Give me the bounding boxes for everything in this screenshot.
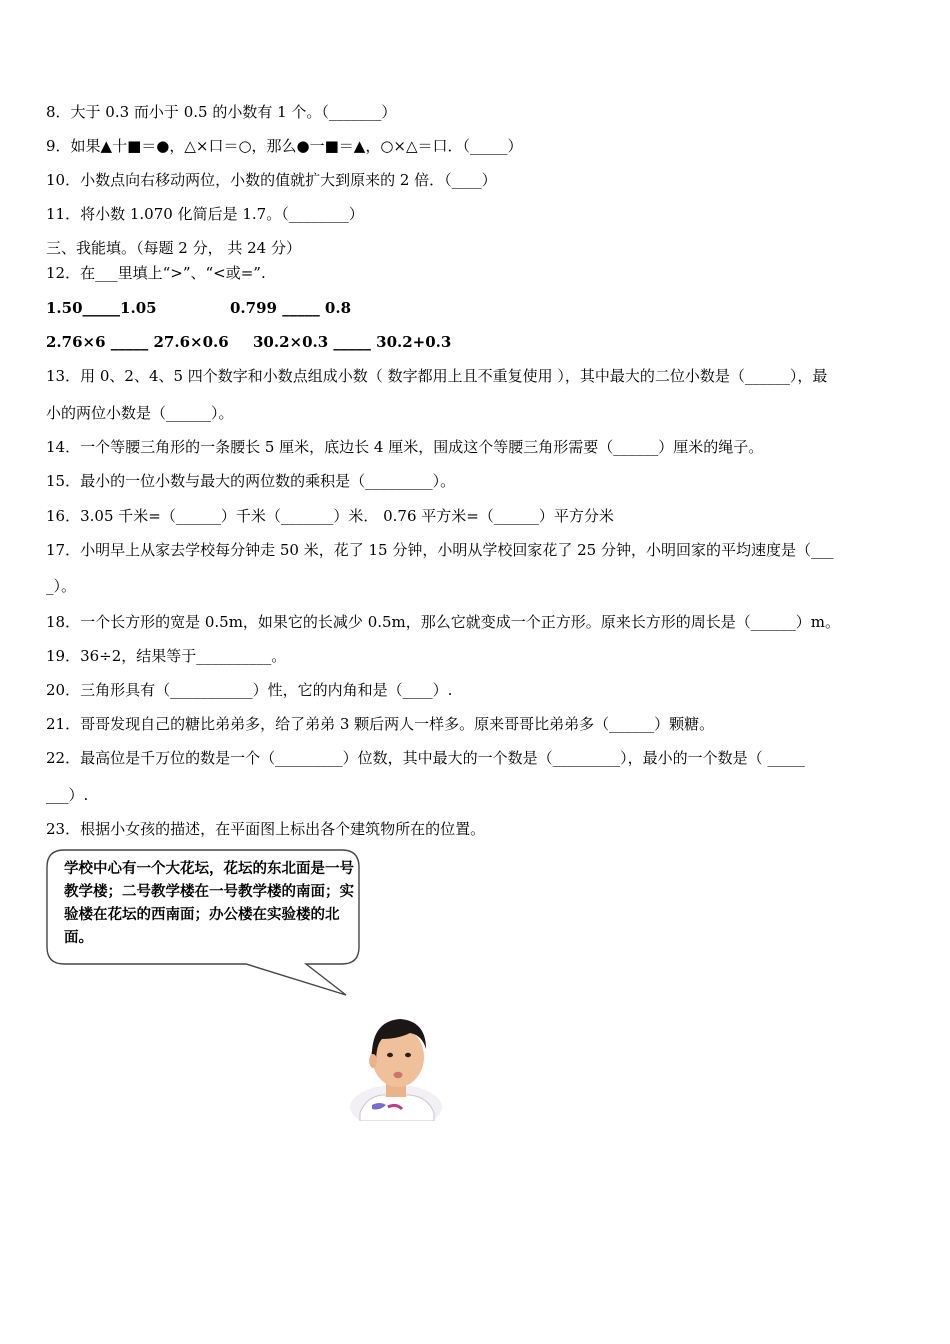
question-17-line-2: _）。: [46, 577, 77, 595]
question-11: 11．将小数 1.070 化简后是 1.7。（________）: [46, 205, 364, 223]
question-16: 16．3.05 千米=（______）千米（_______）米． 0.76 平方米=（______）平方分米: [46, 507, 614, 525]
q12-compare-a1: 1.50_____1.05: [46, 299, 157, 317]
question-22-line-1: 22．最高位是千万位的数是一个（_________）位数，其中最大的一个数是（_________），最小的一个数是（ _____: [46, 749, 805, 767]
girl-illustration: [346, 1005, 446, 1121]
question-22-line-2: ___）.: [46, 786, 89, 804]
question-8: 8．大于 0.3 而小于 0.5 的小数有 1 个。（_______）: [46, 103, 397, 121]
question-19: 19．36÷2，结果等于__________。: [46, 647, 287, 665]
question-9: 9．如果▲十■＝●，△×口＝○，那么●一■＝▲，○×△＝口．（_____）: [46, 137, 523, 155]
question-13-line-1: 13．用 0、2、4、5 四个数字和小数点组成小数（ 数字都用上且不重复使用 ），其中最大的二位小数是（______），最: [46, 367, 828, 385]
q12-compare-b1: 2.76×6 _____ 27.6×0.6: [46, 333, 229, 351]
question-12: 12．在___里填上“>”、“<或=”.: [46, 264, 266, 282]
section-3-heading: 三、我能填。（每题 2 分， 共 24 分）: [46, 239, 301, 257]
question-10: 10．小数点向右移动两位，小数的值就扩大到原来的 2 倍．（____）: [46, 171, 497, 189]
question-20: 20．三角形具有（___________）性，它的内角和是（____）.: [46, 681, 453, 699]
question-15: 15．最小的一位小数与最大的两位数的乘积是（_________）。: [46, 472, 456, 490]
question-14: 14．一个等腰三角形的一条腰长 5 厘米，底边长 4 厘米，围成这个等腰三角形需要（______）厘米的绳子。: [46, 438, 764, 456]
question-13-line-2: 小的两位小数是（______）。: [46, 404, 234, 422]
bubble-text: 学校中心有一个大花坛，花坛的东北面是一号教学楼；二号教学楼在一号教学楼的南面；实验楼在花坛的西南面；办公楼在实验楼的北面。: [64, 861, 354, 946]
question-17-line-1: 17．小明早上从家去学校每分钟走 50 米，花了 15 分钟，小明从学校回家花了 25 分钟，小明回家的平均速度是（___: [46, 541, 834, 559]
q12-compare-b2: 30.2×0.3 _____ 30.2+0.3: [253, 333, 452, 351]
q12-compare-a2: 0.799 _____ 0.8: [230, 299, 352, 317]
question-23: 23．根据小女孩的描述，在平面图上标出各个建筑物所在的位置。: [46, 820, 486, 838]
question-18: 18．一个长方形的宽是 0.5m，如果它的长减少 0.5m，那么它就变成一个正方形。原来长方形的周长是（______）m。: [46, 613, 841, 631]
question-21: 21．哥哥发现自己的糖比弟弟多，给了弟弟 3 颗后两人一样多。原来哥哥比弟弟多（______）颗糖。: [46, 715, 715, 733]
